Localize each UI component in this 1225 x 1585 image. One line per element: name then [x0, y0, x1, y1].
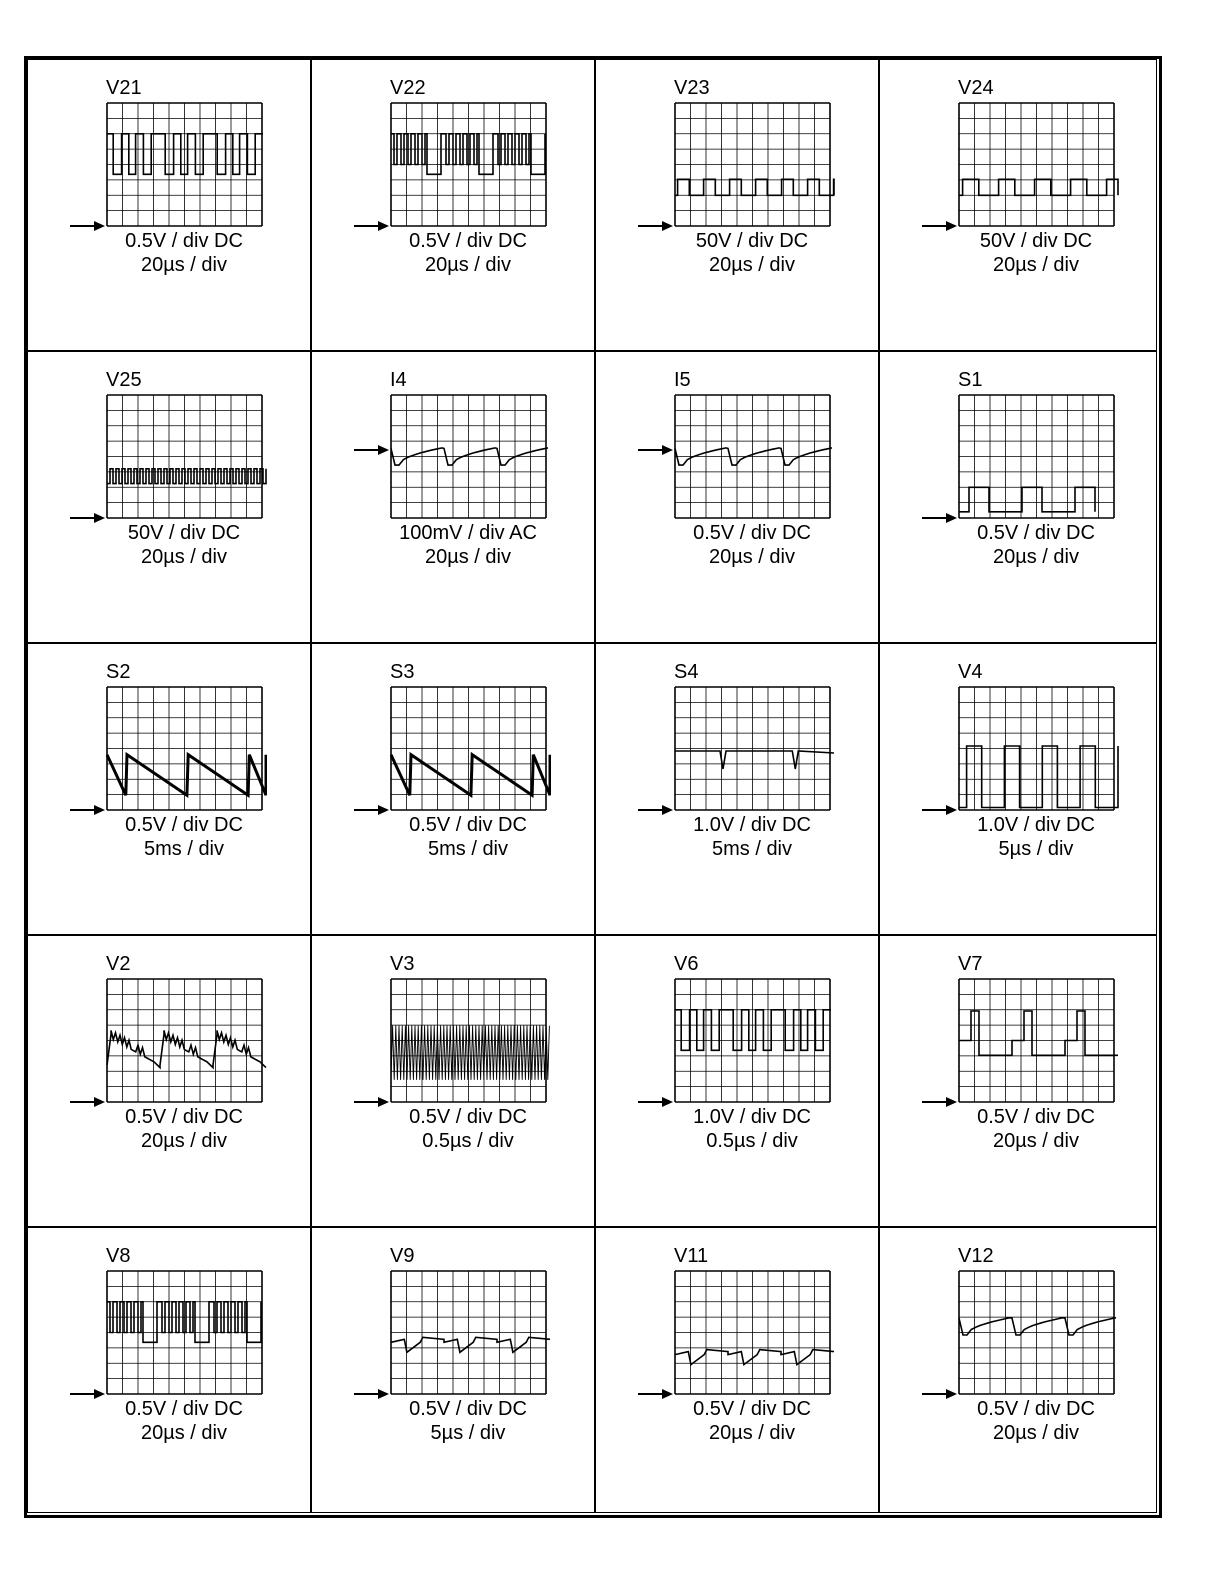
scale-settings: [936, 521, 1136, 569]
waveform-trace: [391, 1337, 550, 1352]
waveform-trace: [107, 134, 263, 175]
scope-panel-v9: [311, 1227, 595, 1513]
waveform-trace: [391, 755, 550, 796]
panel-label: V21: [106, 77, 142, 99]
panel-label: V4: [958, 661, 983, 683]
oscilloscope-graticule: [106, 394, 267, 519]
scope-panel-v25: [27, 351, 311, 643]
oscilloscope-graticule: [674, 394, 835, 519]
panel-label: S1: [958, 369, 983, 391]
oscilloscope-graticule: [390, 394, 551, 519]
panel-label: S2: [106, 661, 131, 683]
time-scale: 5ms / div: [711, 838, 793, 860]
vertical-scale: 100mV / div AC: [399, 522, 537, 544]
vertical-scale: 1.0V / div DC: [977, 814, 1095, 836]
scope-panel-s4: [595, 643, 879, 935]
oscilloscope-graticule: [106, 102, 267, 227]
vertical-scale: 0.5V / div DC: [977, 1398, 1095, 1420]
panel-label: V2: [106, 953, 131, 975]
vertical-scale: 0.5V / div DC: [125, 814, 243, 836]
oscilloscope-graticule: [674, 686, 835, 811]
oscilloscope-graticule: [958, 1270, 1119, 1395]
panel-label: V6: [674, 953, 699, 975]
scale-settings: [368, 813, 568, 861]
waveform-trace: [391, 134, 545, 175]
waveform-trace: [959, 179, 1118, 195]
scope-panel-v3: [311, 935, 595, 1227]
vertical-scale: 50V / div DC: [127, 522, 241, 544]
waveform-trace: [107, 1030, 266, 1067]
time-scale: 20µs / div: [992, 1422, 1079, 1444]
time-scale: 5ms / div: [427, 838, 509, 860]
time-scale: 20µs / div: [424, 546, 511, 568]
waveform-trace: [959, 487, 1095, 512]
panel-label: V3: [390, 953, 415, 975]
waveform-trace: [675, 179, 834, 195]
waveform-trace: [391, 1026, 549, 1080]
scale-settings: [652, 813, 852, 861]
scale-settings: [936, 1105, 1136, 1153]
scale-settings: [652, 1105, 852, 1153]
vertical-scale: 50V / div DC: [695, 230, 809, 252]
scope-panel-v23: [595, 59, 879, 351]
scope-panel-v12: [879, 1227, 1157, 1513]
oscilloscope-graticule: [674, 102, 835, 227]
waveform-trace: [107, 469, 266, 484]
scale-settings: [936, 813, 1136, 861]
waveform-trace: [107, 755, 266, 796]
scale-settings: [652, 521, 852, 569]
scope-panel-s1: [879, 351, 1157, 643]
oscilloscope-graticule: [390, 686, 551, 811]
scope-panel-v21: [27, 59, 311, 351]
scope-panel-v7: [879, 935, 1157, 1227]
scale-settings: [368, 1397, 568, 1445]
scale-settings: [368, 1105, 568, 1153]
time-scale: 20µs / div: [424, 254, 511, 276]
scope-panel-i4: [311, 351, 595, 643]
oscilloscope-graticule: [958, 686, 1119, 811]
scale-settings: [652, 1397, 852, 1445]
time-scale: 0.5µs / div: [422, 1130, 514, 1152]
scope-panel-v24: [879, 59, 1157, 351]
oscilloscope-graticule: [958, 978, 1119, 1103]
time-scale: 0.5µs / div: [706, 1130, 798, 1152]
ground-reference-arrow-icon: [354, 444, 390, 456]
time-scale: 20µs / div: [708, 546, 795, 568]
oscilloscope-graticule: [106, 686, 267, 811]
vertical-scale: 50V / div DC: [979, 230, 1093, 252]
waveform-sheet: [24, 56, 1162, 1518]
waveform-trace: [675, 1350, 834, 1365]
scale-settings: [84, 1105, 284, 1153]
panel-label: V11: [674, 1245, 709, 1267]
scale-settings: [84, 813, 284, 861]
scale-settings: [84, 229, 284, 277]
time-scale: 20µs / div: [992, 546, 1079, 568]
time-scale: 5µs / div: [998, 838, 1074, 860]
scope-panel-v11: [595, 1227, 879, 1513]
panel-label: V9: [390, 1245, 415, 1267]
vertical-scale: 0.5V / div DC: [977, 1106, 1095, 1128]
waveform-trace: [959, 1011, 1118, 1055]
oscilloscope-graticule: [106, 1270, 267, 1395]
panel-label: S3: [390, 661, 415, 683]
waveform-trace: [107, 1302, 261, 1343]
scope-panel-i5: [595, 351, 879, 643]
scale-settings: [84, 1397, 284, 1445]
vertical-scale: 0.5V / div DC: [125, 1398, 243, 1420]
panel-label: V8: [106, 1245, 131, 1267]
vertical-scale: 0.5V / div DC: [409, 814, 527, 836]
waveform-trace: [675, 1010, 831, 1051]
vertical-scale: 0.5V / div DC: [977, 522, 1095, 544]
scale-settings: [936, 1397, 1136, 1445]
oscilloscope-graticule: [674, 1270, 835, 1395]
vertical-scale: 1.0V / div DC: [693, 814, 811, 836]
panel-label: I5: [674, 369, 691, 391]
scale-settings: [84, 521, 284, 569]
time-scale: 20µs / div: [992, 1130, 1079, 1152]
scope-panel-v8: [27, 1227, 311, 1513]
panel-label: V24: [958, 77, 994, 99]
panel-label: V23: [674, 77, 710, 99]
time-scale: 20µs / div: [140, 254, 227, 276]
scale-settings: [936, 229, 1136, 277]
panel-label: I4: [390, 369, 407, 391]
time-scale: 20µs / div: [140, 1130, 227, 1152]
time-scale: 5ms / div: [143, 838, 225, 860]
ground-reference-arrow-icon: [638, 444, 674, 456]
oscilloscope-graticule: [390, 978, 551, 1103]
vertical-scale: 0.5V / div DC: [125, 230, 243, 252]
vertical-scale: 1.0V / div DC: [693, 1106, 811, 1128]
vertical-scale: 0.5V / div DC: [409, 1106, 527, 1128]
scale-settings: [652, 229, 852, 277]
time-scale: 20µs / div: [708, 254, 795, 276]
vertical-scale: 0.5V / div DC: [125, 1106, 243, 1128]
panel-label: S4: [674, 661, 699, 683]
time-scale: 20µs / div: [708, 1422, 795, 1444]
time-scale: 5µs / div: [430, 1422, 506, 1444]
vertical-scale: 0.5V / div DC: [693, 1398, 811, 1420]
scope-panel-s3: [311, 643, 595, 935]
waveform-trace: [675, 751, 834, 769]
time-scale: 20µs / div: [992, 254, 1079, 276]
oscilloscope-graticule: [390, 102, 551, 227]
time-scale: 20µs / div: [140, 1422, 227, 1444]
panel-label: V7: [958, 953, 983, 975]
scope-panel-v6: [595, 935, 879, 1227]
vertical-scale: 0.5V / div DC: [693, 522, 811, 544]
panel-label: V22: [390, 77, 426, 99]
oscilloscope-graticule: [958, 102, 1119, 227]
oscilloscope-graticule: [390, 1270, 551, 1395]
panel-label: V12: [958, 1245, 994, 1267]
scope-panel-v22: [311, 59, 595, 351]
vertical-scale: 0.5V / div DC: [409, 1398, 527, 1420]
oscilloscope-graticule: [106, 978, 267, 1103]
vertical-scale: 0.5V / div DC: [409, 230, 527, 252]
time-scale: 20µs / div: [140, 546, 227, 568]
scale-settings: [368, 229, 568, 277]
oscilloscope-graticule: [958, 394, 1119, 519]
waveform-trace: [959, 746, 1118, 808]
scale-settings: [368, 521, 568, 569]
scope-panel-s2: [27, 643, 311, 935]
scope-panel-v4: [879, 643, 1157, 935]
panel-label: V25: [106, 369, 142, 391]
scope-panel-v2: [27, 935, 311, 1227]
oscilloscope-graticule: [674, 978, 835, 1103]
